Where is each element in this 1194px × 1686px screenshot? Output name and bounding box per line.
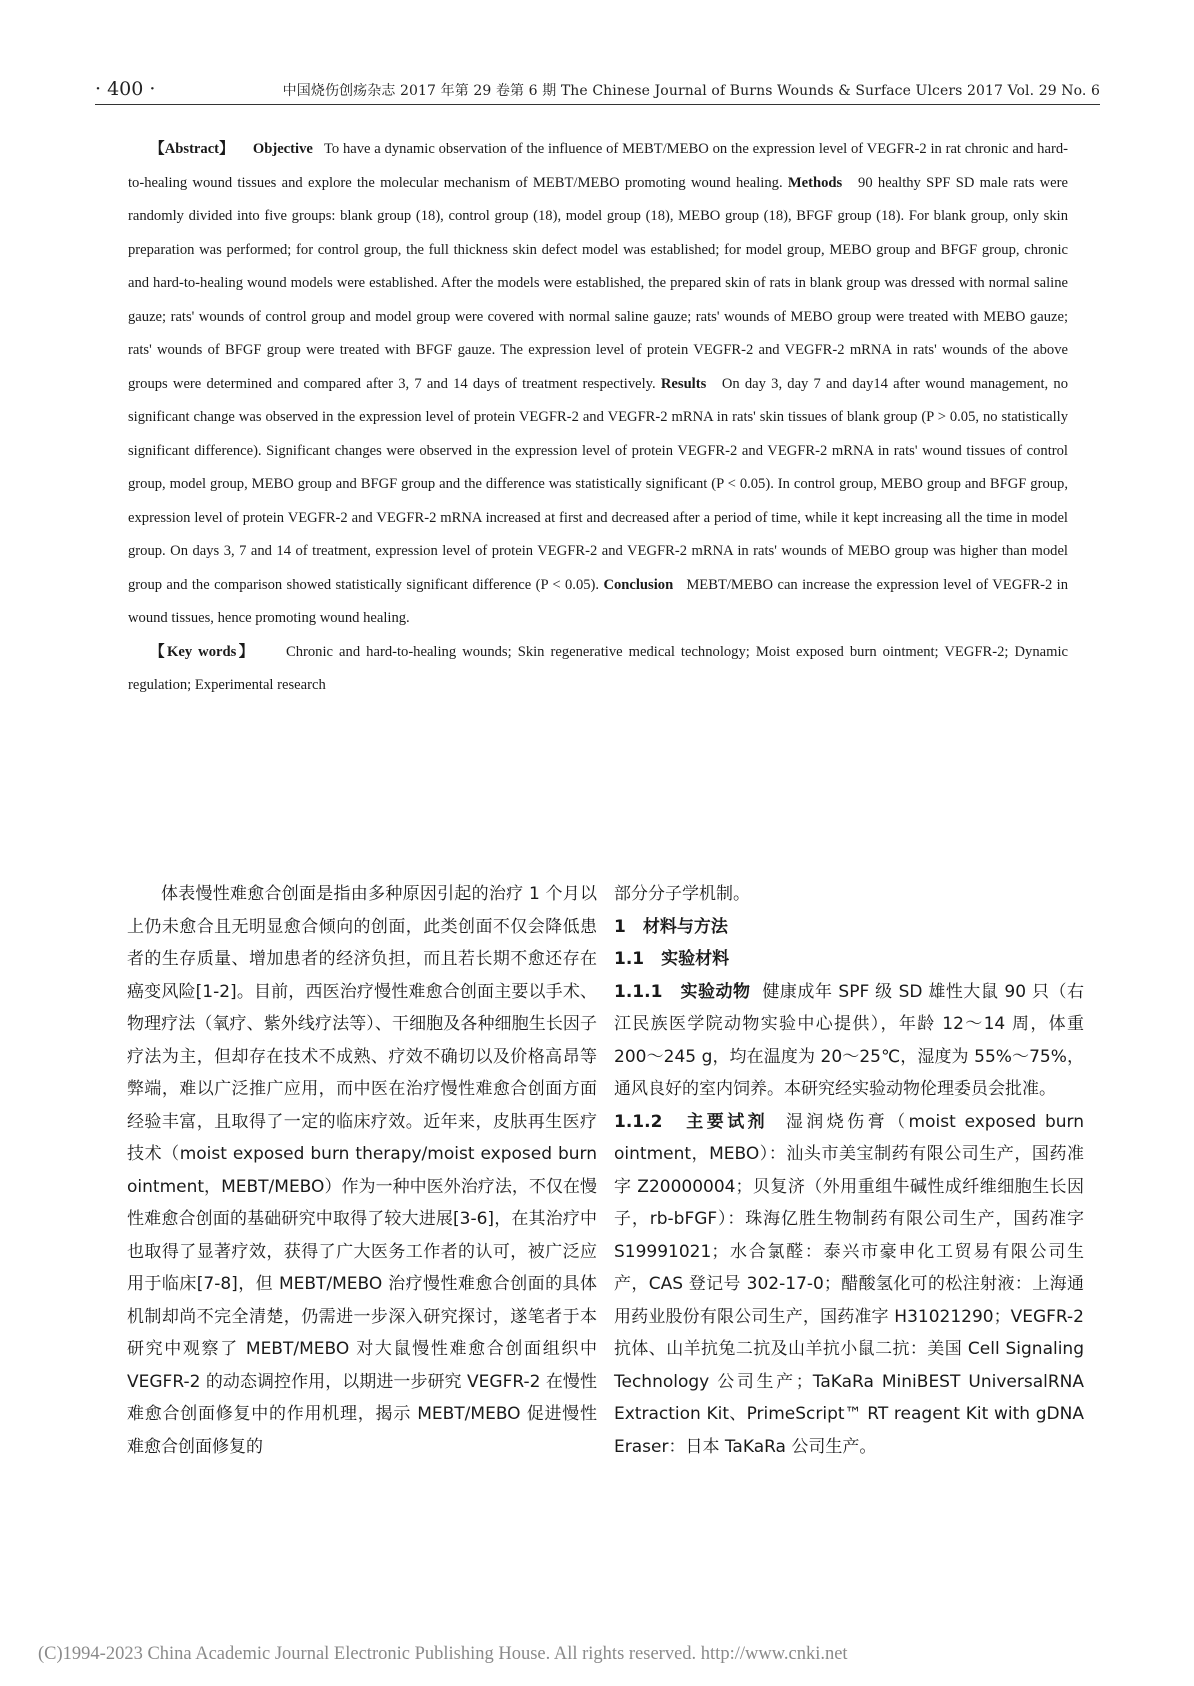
results-label: Results (660, 375, 707, 392)
methods-text: 90 healthy SPF SD male rats were randomly divided into five groups: blank group (18), control group (18), model group (18), MEBO group (18), BFGF group (18). For blank group, only skin preparation was performed; for control group, the full thickness skin defect model was established; for model group, MEBO group and BFGF group, chronic and hard-to-healing wound models were established. After the models were established, the prepared skin of rats in blank group was dressed with normal saline gauze; rats' wounds of control group and model group were covered with normal saline gauze; rats' wounds of MEBO group were treated with MEBO gauze; rats' wounds of BFGF group were treated with BFGF gauze. The expression level of protein VEGFR-2 and VEGFR-2 mRNA in rats' wounds of the above groups were determined and compared after 3, 7 and 14 days of treatment respectively. (128, 174, 1068, 392)
abstract-label: 【Abstract】 (150, 141, 234, 157)
copyright-footer: (C)1994-2023 China Academic Journal Electronic Publishing House. All rights reserved. http://www.cnki.net (38, 1644, 848, 1664)
conclusion-text: MEBT/MEBO can increase the expression level of VEGFR-2 in wound tissues, hence promoting wound healing. (128, 576, 1068, 626)
intro-paragraph: 体表慢性难愈合创面是指由多种原因引起的治疗 1 个月以上仍未愈合且无明显愈合倾向的创面，此类创面不仅会降低患者的生存质量、增加患者的经济负担，而且若长期不愈还存在癌变风险[1-2]。目前，西医治疗慢性难愈合创面主要以手术、物理疗法（氧疗、紫外线疗法等）、干细胞及各种细胞生长因子疗法为主，但却存在技术不成熟、疗效不确切以及价格高昂等弊端，难以广泛推广应用，而中医在治疗慢性难愈合创面方面经验丰富，且取得了一定的临床疗效。近年来，皮肤再生医疗技术（moist exposed burn therapy/moist exposed burn ointment，MEBT/MEBO）作为一种中医外治疗法，不仅在慢性难愈合创面的基础研究中取得了较大进展[3-6]，在其治疗中也取得了显著疗效，获得了广大医务工作者的认可，被广泛应用于临床[7-8]，但 MEBT/MEBO 治疗慢性难愈合创面的具体机制却尚不完全清楚，仍需进一步深入研究探讨，遂笔者于本研究中观察了 MEBT/MEBO 对大鼠慢性难愈合创面组织中 VEGFR-2 的动态调控作用，以期进一步研究 VEGFR-2 在慢性难愈合创面修复中的作用机理，揭示 MEBT/MEBO 促进慢性难愈合创面修复的 (127, 884, 597, 1457)
page-number: · 400 · (95, 78, 156, 100)
item2-text: 湿润烧伤膏（moist exposed burn ointment，MEBO）：汕头市美宝制药有限公司生产，国药准字 Z20000004；贝复济（外用重组牛碱性成纤维细胞生长因子，rb-bFGF）：珠海亿胜生物制药有限公司生产，国药准字 S19991021；水合氯醛：泰兴市豪申化工贸易有限公司生产，CAS 登记号 302-17-0；醋酸氢化可的松注射液：上海通用药业股份有限公司生产，国药准字 H31021290；VEGFR-2抗体、山羊抗兔二抗及山羊抗小鼠二抗：美国 Cell Signaling Technology 公司生产；TaKaRa MiniBEST UniversalRNA Extraction Kit、PrimeScript™ RT reagent Kit with gDNA Eraser：日本 TaKaRa 公司生产。 (614, 1111, 1084, 1457)
conclusion-label: Conclusion (603, 576, 674, 593)
item2-label: 1.1.2 主要试剂 (614, 1111, 769, 1132)
abstract-paragraph (128, 133, 1068, 636)
keywords-paragraph (128, 636, 1068, 703)
journal-running-title: 中国烧伤创疡杂志 2017 年第 29 卷第 6 期 The Chinese Journal of Burns Wounds & Surface Ulcers 2017 Vol. 29 No. 6 (282, 83, 1100, 99)
keywords-label: 【Key words】 (150, 643, 256, 660)
objective-label: Objective (252, 141, 313, 157)
intro-continuation: 部分分子学机制。 (614, 884, 750, 904)
abstract-block (128, 133, 1068, 703)
section-title: 1 材料与方法 (614, 916, 728, 937)
results-text: On day 3, day 7 and day14 after wound management, no significant change was observed in the expression level of protein VEGFR-2 and VEGFR-2 mRNA in rats' skin tissues of blank group (P > 0.05, no statistically significant difference). Significant changes were observed in the expression level of protein VEGFR-2 and VEGFR-2 mRNA in rats' wound tissues of control group, model group, MEBO group and BFGF group and the difference was statistically significant (P < 0.05). In control group, MEBO group and BFGF group, expression level of protein VEGFR-2 and VEGFR-2 mRNA increased at first and decreased after a period of time, while it kept increasing all the time in model group. On days 3, 7 and 14 of treatment, expression level of protein VEGFR-2 and VEGFR-2 mRNA in rats' wounds of MEBO group was higher than model group and the comparison showed statistically significant difference (P < 0.05). (128, 375, 1068, 593)
right-column (614, 878, 1084, 1463)
keywords-text: Chronic and hard-to-healing wounds; Skin regenerative medical technology; Moist exposed burn ointment; VEGFR-2; Dynamic regulation; Experimental research (128, 643, 1068, 693)
item1-text: 健康成年 SPF 级 SD 雄性大鼠 90 只（右江民族医学院动物实验中心提供），年龄 12～14 周，体重 200～245 g，均在温度为 20～25℃，湿度为 55%～75%，通风良好的室内饲养。本研究经实验动物伦理委员会批准。 (614, 981, 1084, 1099)
header-rule (95, 104, 1100, 105)
objective-text: To have a dynamic observation of the influence of MEBT/MEBO on the expression level of VEGFR-2 in rat chronic and hard-to-healing wound tissues and explore the molecular mechanism of MEBT/MEBO promoting wound healing. (128, 141, 1068, 191)
page-header (95, 72, 1100, 102)
subsection-title: 1.1 实验材料 (614, 949, 730, 969)
item1-label: 1.1.1 实验动物 (614, 981, 751, 1002)
main-reagents-item (614, 1106, 1084, 1464)
left-column (127, 878, 597, 1463)
methods-label: Methods (787, 174, 843, 191)
experimental-animals-item (614, 976, 1084, 1106)
